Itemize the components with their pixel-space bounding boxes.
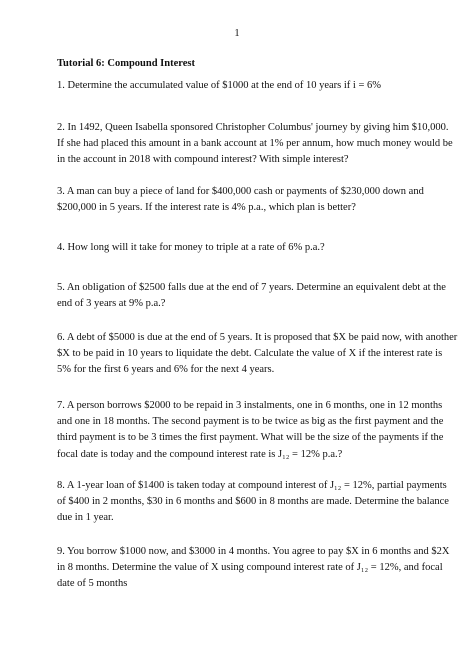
tutorial-title: Tutorial 6: Compound Interest	[57, 58, 195, 69]
question-line: $X to be paid in 10 years to liquidate the debt. Calculate the value of X if the interest rate is	[57, 348, 443, 360]
question-9	[57, 544, 450, 593]
question-line: 8. A 1-year loan of $1400 is taken today at compound interest of J₁₂ = 12%, partial payments	[57, 480, 447, 491]
question-line: 5. An obligation of $2500 falls due at the end of 7 years. Determine an equivalent debt at the	[57, 282, 446, 293]
question-line: 6. A debt of $5000 is due at the end of 5 years. It is proposed that $X be paid now, with another	[57, 332, 458, 343]
question-line: 4. How long will it take for money to triple at a rate of 6% p.a.?	[57, 242, 325, 253]
question-line: date of 5 months	[57, 578, 128, 590]
question-line: 3. A man can buy a piece of land for $400,000 cash or payments of $230,000 down and	[57, 186, 424, 197]
question-line: end of 3 years at 9% p.a.?	[57, 298, 166, 310]
question-3	[57, 184, 424, 216]
page-number: 1	[234, 28, 240, 39]
question-2	[57, 120, 453, 169]
question-line: focal date is today and the compound interest rate is J₁₂ = 12% p.a.?	[57, 448, 343, 460]
question-6	[57, 330, 458, 379]
question-line: and one in 18 months. The second payment is to be twice as big as the first payment and the	[57, 416, 444, 428]
question-line: If she had placed this amount in a bank account at 1% per annum, how much money would be	[57, 138, 453, 150]
question-line: 7. A person borrows $2000 to be repaid in 3 instalments, one in 6 months, one in 12 months	[57, 400, 443, 411]
question-7	[57, 398, 444, 463]
question-line: due in 1 year.	[57, 512, 114, 524]
question-8	[57, 478, 449, 527]
question-line: third payment is to be 3 times the first payment. What will be the size of the payments if the	[57, 432, 444, 444]
question-line: 9. You borrow $1000 now, and $3000 in 4 months. You agree to pay $X in 6 months and $2X	[57, 546, 450, 557]
question-5	[57, 280, 446, 312]
question-line: of $400 in 2 months, $30 in 6 months and $600 in 8 months are made. Determine the balance	[57, 496, 449, 508]
question-line: 5% for the first 6 years and 6% for the next 4 years.	[57, 364, 275, 376]
question-4	[57, 240, 418, 256]
question-line: 2. In 1492, Queen Isabella sponsored Christopher Columbus' journey by giving him $10,000.	[57, 122, 449, 133]
question-line: in the account in 2018 with compound interest? With simple interest?	[57, 154, 349, 166]
question-line: 1. Determine the accumulated value of $1000 at the end of 10 years if i = 6%	[57, 80, 382, 91]
question-line: $200,000 in 5 years. If the interest rate is 4% p.a., which plan is better?	[57, 202, 356, 214]
question-line: in 8 months. Determine the value of X using compound interest rate of J₁₂ = 12%, and focal	[57, 562, 443, 574]
question-1	[57, 78, 418, 94]
